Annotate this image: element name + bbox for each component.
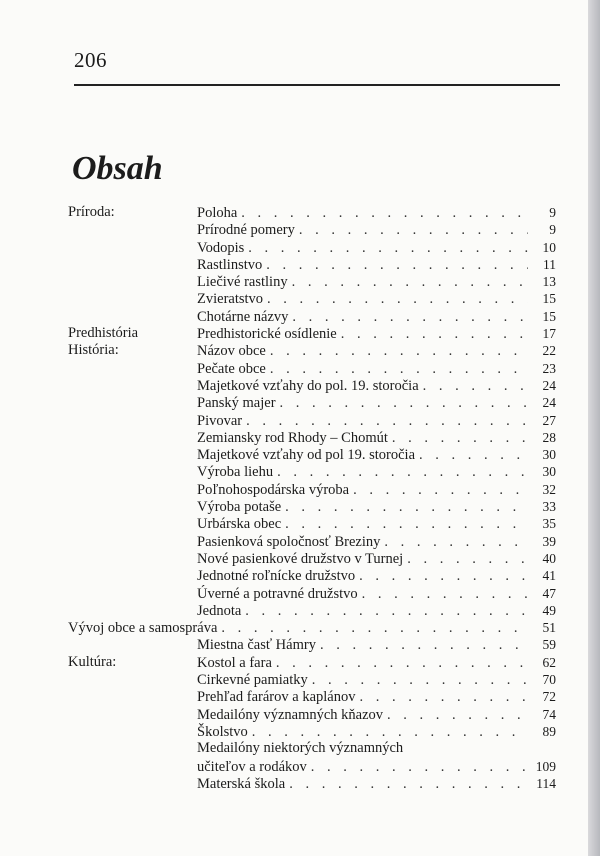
toc-row bbox=[0, 688, 588, 705]
dot-leader bbox=[292, 274, 528, 291]
dot-leader bbox=[248, 240, 528, 257]
toc-row bbox=[0, 463, 588, 480]
toc-entry bbox=[197, 429, 556, 447]
dot-leader bbox=[387, 707, 528, 724]
toc-entry bbox=[197, 758, 556, 776]
toc-row bbox=[0, 239, 588, 256]
toc-page-number: 15 bbox=[542, 308, 556, 324]
toc-page-number: 41 bbox=[542, 568, 556, 584]
dot-leader bbox=[267, 291, 528, 308]
toc-entry-title: Vývoj obce a samospráva bbox=[68, 620, 218, 637]
toc-entry-title: Majetkové vzťahy od pol 19. storočia bbox=[197, 447, 416, 464]
toc-entry-title: Medailóny niektorých významných bbox=[197, 740, 404, 757]
toc-entry bbox=[197, 723, 556, 741]
toc-page-number: 59 bbox=[542, 637, 556, 653]
dot-leader bbox=[277, 464, 528, 481]
toc-entry-title: Miestna časť Hámry bbox=[197, 637, 316, 654]
toc-entry-title: Poľnohospodárska výroba bbox=[197, 481, 350, 498]
dot-leader bbox=[359, 689, 528, 706]
toc-page-number: 9 bbox=[549, 205, 556, 220]
toc-entry-title: Pasienková spoločnosť Breziny bbox=[197, 533, 381, 550]
toc-page-number: 9 bbox=[549, 222, 556, 238]
toc-entry-title: Zemiansky rod Rhody – Chomút bbox=[197, 429, 388, 446]
toc-entry-title: Cirkevné pamiatky bbox=[197, 672, 308, 689]
toc-entry bbox=[197, 446, 556, 464]
toc-entry-title: Školstvo bbox=[197, 723, 248, 740]
toc-entry-title: Prírodné pomery bbox=[197, 222, 295, 239]
toc-entry bbox=[197, 204, 556, 222]
toc-page-number: 35 bbox=[542, 516, 556, 532]
toc-section-label: Predhistória bbox=[68, 325, 139, 342]
toc-section-label: História: bbox=[68, 342, 119, 359]
toc-entry-title: Vodopis bbox=[197, 239, 245, 256]
dot-leader bbox=[384, 534, 528, 551]
toc-row bbox=[0, 602, 588, 619]
toc-entry bbox=[197, 273, 556, 291]
toc-row bbox=[0, 308, 588, 325]
toc-row bbox=[0, 360, 588, 377]
toc-row bbox=[0, 256, 588, 273]
toc-entry bbox=[68, 619, 556, 637]
toc-entry bbox=[197, 239, 556, 257]
toc-row bbox=[0, 394, 588, 411]
page-edge-shadow bbox=[588, 0, 600, 856]
toc-entry bbox=[197, 221, 556, 239]
toc-entry bbox=[197, 585, 556, 603]
toc-row bbox=[0, 567, 588, 584]
toc-entry bbox=[197, 360, 556, 378]
toc-row bbox=[0, 740, 588, 757]
toc-page-number: 40 bbox=[542, 550, 556, 566]
toc-page-number: 30 bbox=[542, 447, 556, 463]
toc-entry bbox=[197, 688, 556, 706]
toc-entry-title: Majetkové vzťahy do pol. 19. storočia bbox=[197, 377, 419, 394]
toc-row bbox=[0, 550, 588, 567]
toc-page-number: 15 bbox=[542, 291, 556, 307]
dot-leader bbox=[241, 205, 528, 222]
toc-page-number: 74 bbox=[542, 706, 556, 722]
toc-row bbox=[0, 446, 588, 463]
toc-entry-title: Chotárne názvy bbox=[197, 308, 289, 325]
toc-row bbox=[0, 636, 588, 653]
dot-leader bbox=[312, 672, 528, 689]
toc-entry-title: Nové pasienkové družstvo v Turnej bbox=[197, 550, 404, 567]
header-rule bbox=[74, 84, 560, 86]
dot-leader bbox=[245, 603, 528, 620]
toc-entry-title: Medailóny významných kňazov bbox=[197, 706, 384, 723]
toc-entry-title: Predhistorické osídlenie bbox=[197, 326, 337, 343]
dot-leader bbox=[270, 343, 528, 360]
toc-entry-title: Prehľad farárov a kaplánov bbox=[197, 689, 356, 706]
toc-row bbox=[0, 221, 588, 238]
toc-page-number: 13 bbox=[542, 274, 556, 290]
toc-row bbox=[0, 723, 588, 740]
toc-row bbox=[0, 429, 588, 446]
toc-row bbox=[0, 775, 588, 792]
toc-row bbox=[0, 533, 588, 550]
toc-entry-title: Názov obce bbox=[197, 343, 266, 360]
toc-entry-title: Kostol a fara bbox=[197, 654, 272, 671]
toc-entry-title: Poloha bbox=[197, 205, 238, 221]
toc-entry-title: Výroba liehu bbox=[197, 464, 274, 481]
toc-entry-title: Výroba potaše bbox=[197, 499, 282, 516]
toc-page-number: 62 bbox=[542, 654, 556, 670]
toc-entry bbox=[197, 412, 556, 430]
toc-row bbox=[0, 342, 588, 359]
toc-entry-title: Zvieratstvo bbox=[197, 291, 264, 308]
toc-page-number: 24 bbox=[542, 395, 556, 411]
dot-leader bbox=[299, 222, 528, 239]
toc-page-number: 27 bbox=[542, 412, 556, 428]
toc-page-number: 39 bbox=[542, 533, 556, 549]
toc-page-number: 72 bbox=[542, 689, 556, 705]
toc-row bbox=[0, 585, 588, 602]
toc-entry bbox=[197, 533, 556, 551]
dot-leader bbox=[353, 482, 528, 499]
dot-leader bbox=[285, 499, 528, 516]
dot-leader bbox=[221, 620, 528, 637]
toc-page-number: 89 bbox=[542, 723, 556, 739]
toc-page-number: 24 bbox=[542, 377, 556, 393]
dot-leader bbox=[311, 759, 528, 776]
dot-leader bbox=[285, 516, 528, 533]
toc-entry bbox=[197, 463, 556, 481]
toc-page-number: 49 bbox=[542, 602, 556, 618]
toc-entry-title: učiteľov a rodákov bbox=[197, 758, 307, 775]
toc-entry-title: Materská škola bbox=[197, 775, 286, 792]
toc-entry bbox=[197, 550, 556, 568]
toc-page-number: 51 bbox=[542, 620, 556, 636]
toc-page-number: 11 bbox=[543, 256, 556, 272]
toc-entry bbox=[197, 290, 556, 308]
toc-entry-title: Pivovar bbox=[197, 412, 243, 429]
toc-page-number: 109 bbox=[535, 758, 556, 774]
toc-row bbox=[0, 619, 588, 636]
dot-leader bbox=[266, 257, 528, 274]
dot-leader bbox=[252, 724, 528, 741]
toc-entry bbox=[197, 602, 556, 620]
dot-leader bbox=[407, 551, 528, 568]
toc-entry bbox=[197, 481, 556, 499]
toc-row bbox=[0, 412, 588, 429]
toc-entry bbox=[197, 567, 556, 585]
toc-entry bbox=[197, 498, 556, 516]
dot-leader bbox=[320, 637, 528, 654]
toc-row bbox=[0, 515, 588, 532]
toc-entry bbox=[197, 654, 556, 672]
toc-entry bbox=[197, 671, 556, 689]
toc-entry bbox=[197, 706, 556, 724]
toc-entry-title: Liečivé rastliny bbox=[197, 274, 288, 291]
toc-row bbox=[0, 758, 588, 775]
toc-page-number: 10 bbox=[542, 239, 556, 255]
toc-row bbox=[0, 498, 588, 515]
dot-leader bbox=[289, 776, 528, 793]
toc-entry bbox=[197, 515, 556, 533]
toc-page-number: 23 bbox=[542, 360, 556, 376]
page-title: Obsah bbox=[72, 150, 163, 187]
toc-entry bbox=[197, 325, 556, 343]
toc-entry bbox=[197, 394, 556, 412]
toc-entry-title: Úverné a potravné družstvo bbox=[197, 585, 358, 602]
toc-page-number: 33 bbox=[542, 499, 556, 515]
toc-row bbox=[0, 377, 588, 394]
toc-entry-title: Rastlinstvo bbox=[197, 256, 263, 273]
toc-entry bbox=[197, 636, 556, 654]
toc-row bbox=[0, 204, 588, 221]
toc-row bbox=[0, 325, 588, 342]
toc-entry bbox=[197, 308, 556, 326]
page-number: 206 bbox=[74, 48, 107, 72]
toc-entry-title: Jednotné roľnícke družstvo bbox=[197, 568, 356, 585]
toc-row bbox=[0, 273, 588, 290]
toc-page-number: 114 bbox=[536, 775, 556, 791]
dot-leader bbox=[362, 586, 528, 603]
dot-leader bbox=[423, 378, 528, 395]
dot-leader bbox=[246, 413, 528, 430]
toc-row bbox=[0, 671, 588, 688]
toc-row bbox=[0, 706, 588, 723]
toc-page-number: 32 bbox=[542, 481, 556, 497]
dot-leader bbox=[341, 326, 528, 343]
toc-page-number: 30 bbox=[542, 464, 556, 480]
toc-page-number: 22 bbox=[542, 343, 556, 359]
dot-leader bbox=[359, 568, 528, 585]
toc-entry bbox=[197, 377, 556, 395]
dot-leader bbox=[419, 447, 528, 464]
toc-page-number: 70 bbox=[542, 672, 556, 688]
toc-section-label: Kultúra: bbox=[68, 653, 117, 670]
toc-row bbox=[0, 654, 588, 671]
toc-entry bbox=[197, 342, 556, 360]
dot-leader bbox=[280, 395, 528, 412]
table-of-contents bbox=[0, 204, 588, 792]
dot-leader bbox=[292, 309, 528, 326]
toc-row bbox=[0, 481, 588, 498]
dot-leader bbox=[270, 361, 528, 378]
dot-leader bbox=[276, 655, 528, 672]
toc-entry-title: Jednota bbox=[197, 602, 242, 619]
toc-entry bbox=[197, 256, 556, 274]
toc-entry-title: Panský majer bbox=[197, 395, 276, 412]
toc-entry bbox=[197, 775, 556, 793]
toc-entry-title: Pečate obce bbox=[197, 360, 266, 377]
dot-leader bbox=[392, 430, 528, 447]
toc-page-number: 28 bbox=[542, 429, 556, 445]
toc-row bbox=[0, 290, 588, 307]
toc-page-number: 17 bbox=[542, 326, 556, 342]
toc-page-number: 47 bbox=[542, 585, 556, 601]
toc-entry-title: Urbárska obec bbox=[197, 516, 282, 533]
toc-section-label: Príroda: bbox=[68, 204, 115, 220]
